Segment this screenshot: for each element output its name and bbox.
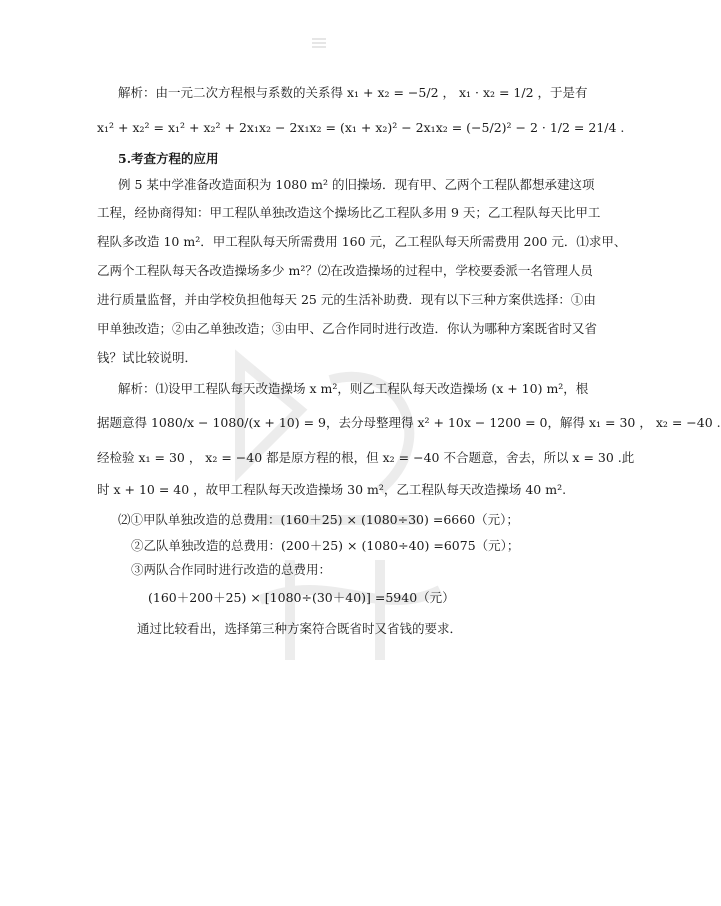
text-line-12: 据题意得 1080/x − 1080/(x + 10) = 9，去分母整理得 x² + 10x − 1200 = 0，解得 x₁ = 30 ， x₂ = −40 . — [97, 415, 721, 430]
text-line-18: (160＋200＋25) × [1080÷(30＋40)] =5940（元） — [148, 590, 455, 605]
text-line-16: ②乙队单独改造的总费用：(200＋25) × (1080÷40) =6075（元）； — [131, 538, 520, 553]
text-line-5: 工程，经协商得知：甲工程队单独改造这个操场比乙工程队多用 9 天；乙工程队每天比甲工 — [97, 205, 601, 220]
text-line-6: 程队多改造 10 m²．甲工程队每天所需费用 160 元，乙工程队每天所需费用 200 元．⑴求甲、 — [97, 234, 627, 249]
text-line-10: 钱？试比较说明． — [97, 350, 198, 365]
text-line-17: ③两队合作同时进行改造的总费用： — [131, 562, 332, 577]
text-line-9: 甲单独改造；②由乙单独改造；③由甲、乙合作同时进行改造．你认为哪种方案既省时又省 — [97, 321, 598, 336]
text-line-14: 时 x + 10 = 40 ，故甲工程队每天改造操场 30 m²，乙工程队每天改造操场 40 m². — [97, 482, 567, 497]
section-heading: 5.考查方程的应用 — [118, 151, 219, 166]
text-line-8: 进行质量监督，并由学校负担他每天 25 元的生活补助费．现有以下三种方案供选择：①由 — [97, 292, 596, 307]
text-line-15: ⑵①甲队单独改造的总费用：(160＋25) × (1080÷30) =6660（元）； — [118, 512, 519, 527]
text-line-2: x₁² + x₂² = x₁² + x₂² + 2x₁x₂ − 2x₁x₂ = (x₁ + x₂)² − 2x₁x₂ = (−5/2)² − 2 · 1/2 = 21/4 . — [97, 120, 625, 135]
header-mark — [312, 38, 326, 52]
text-line-7: 乙两个工程队每天各改造操场多少 m²？⑵在改造操场的过程中，学校要委派一名管理人员 — [97, 263, 593, 278]
watermark-stamp — [180, 320, 480, 700]
text-line-4: 例 5 某中学准备改造面积为 1080 m² 的旧操场．现有甲、乙两个工程队都想承建这项 — [118, 177, 595, 192]
text-line-1: 解析：由一元二次方程根与系数的关系得 x₁ + x₂ = −5/2 ， x₁ · x₂ = 1/2 ，于是有 — [118, 85, 588, 100]
text-line-19: 通过比较看出，选择第三种方案符合既省时又省钱的要求． — [137, 621, 463, 636]
text-line-11: 解析：⑴设甲工程队每天改造操场 x m²，则乙工程队每天改造操场 (x + 10) m²，根 — [118, 381, 589, 396]
text-line-13: 经检验 x₁ = 30 ， x₂ = −40 都是原方程的根，但 x₂ = −40 不合题意，舍去，所以 x = 30 .此 — [97, 450, 635, 465]
